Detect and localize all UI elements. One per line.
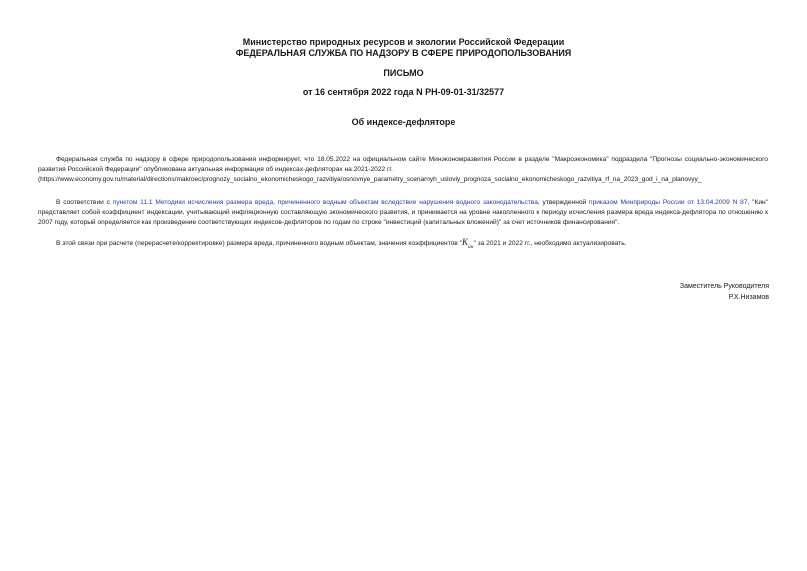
signature-name: Р.Х.Низамов: [728, 294, 769, 301]
coefficient-k-symbol: [461, 237, 474, 250]
coefficient-k-letter: K: [461, 237, 468, 247]
paragraph-2: [38, 198, 768, 228]
service-name: ФЕДЕРАЛЬНАЯ СЛУЖБА ПО НАДЗОРУ В СФЕРЕ ПРИРОДОПОЛЬЗОВАНИЯ: [235, 48, 572, 58]
paragraph-1-text: Федеральная служба по надзору в сфере природопользования информирует, что 18.05.2022 на официальном сайте Минэкономразвития России в разделе "Макроэкономика" подраздела "Прогнозы социально-экономического развития Российской Федерации" опубликована актуальная информация об индексах-дефляторах на 2021-2022 гг.: [38, 156, 768, 173]
paragraph-1: [38, 155, 768, 185]
paragraph-2-intro: В соответствии с: [56, 199, 113, 206]
order-link[interactable]: приказом Минприроды России от 13.04.2009 N 87: [589, 199, 748, 206]
paragraph-2-rest: , "Кин" представляет собой коэффициент индексации, учитывающий инфляционную составляющую экономического развития, и принимается на уровне накопленного к периоду исчисления размера вреда индекса-дефлятора по отношению к 2007 году, который определяется как произведение соответствующих индексов-дефляторов по годам по строке "инвестиций (капитальных вложений)" за счет источников финансирования".: [38, 199, 768, 226]
document-date-number: от 16 сентября 2022 года N РН-09-01-31/32577: [302, 87, 505, 97]
document-subject: Об индексе-дефляторе: [351, 117, 456, 127]
paragraph-3-rest: " за 2021 и 2022 гг., необходимо актуализировать.: [473, 240, 627, 247]
paragraph-2-middle: , утвержденной: [537, 199, 589, 206]
signature-title: Заместитель Руководителя: [679, 283, 769, 290]
paragraph-1-url: (https://www.economy.gov.ru/material/directions/makroec/prognozy_socialno_ekonomicheskogo_razvitiya/osnovnye_parametry_scenarnyh_usloviy_prognoza_socialno_ekonomicheskogo_razvitiya_rf_na_2023_god_i_na_planovyy_: [38, 176, 702, 183]
methodology-link[interactable]: пунктом 11.1 Методики исчисления размера вреда, причиненного водным объектам вследствие нарушения водного законодательства: [112, 199, 538, 206]
ministry-name: Министерство природных ресурсов и экологии Российской Федерации: [242, 37, 565, 47]
paragraph-3-intro: В этой связи при расчете (перерасчете/корректировке) размера вреда, причиненного водным объектам, значения коэффициентов ": [56, 240, 462, 247]
paragraph-3: [38, 237, 768, 252]
document-type: ПИСЬМО: [383, 68, 424, 78]
coefficient-k-subscript: ин: [468, 243, 474, 250]
